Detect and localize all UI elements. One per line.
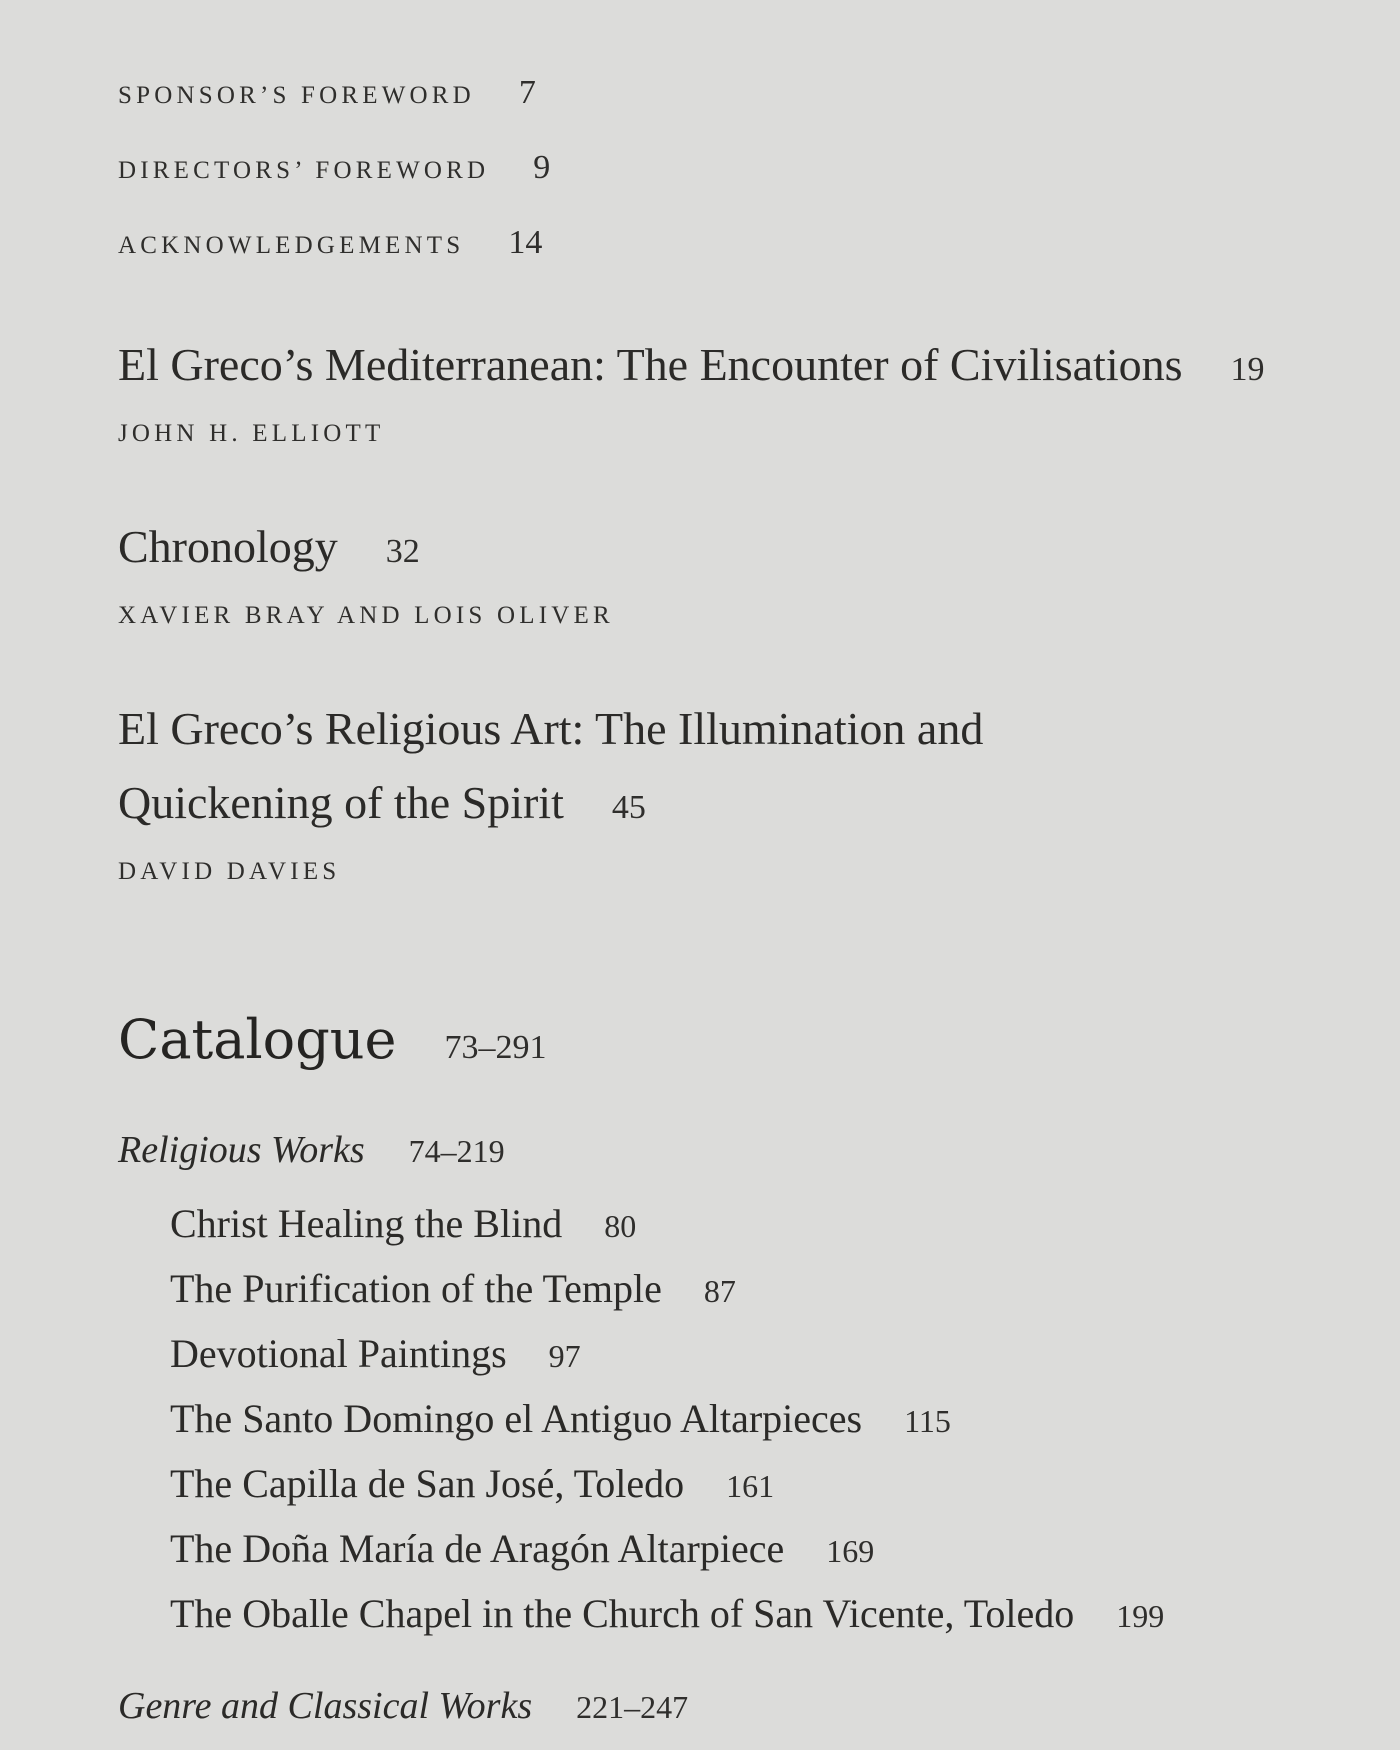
toc-entry-page: 7 xyxy=(518,74,536,111)
item-label: The Capilla de San José, Toledo xyxy=(170,1461,685,1506)
item-page: 169 xyxy=(826,1533,875,1569)
toc-section-religious-works[interactable] xyxy=(118,1128,505,1172)
toc-entry-label: SPONSOR’S FOREWORD xyxy=(118,82,475,109)
section-pages: 221–247 xyxy=(576,1689,689,1725)
item-label: The Purification of the Temple xyxy=(170,1266,662,1311)
toc-entry-directors-foreword[interactable] xyxy=(118,149,550,187)
item-label: The Oballe Chapel in the Church of San Vicente, Toledo xyxy=(170,1591,1075,1636)
item-page: 161 xyxy=(726,1468,775,1504)
essay-title: El Greco’s Mediterranean: The Encounter of Civilisations xyxy=(118,339,1183,390)
item-page: 97 xyxy=(548,1338,581,1374)
toc-entry-sponsors-foreword[interactable] xyxy=(118,74,536,112)
toc-entry-page: 9 xyxy=(533,149,551,186)
section-title: Religious Works xyxy=(118,1129,365,1171)
essay-page: 32 xyxy=(385,533,420,570)
toc-entry-page: 14 xyxy=(508,224,543,261)
essay-author: XAVIER BRAY AND LOIS OLIVER xyxy=(118,602,614,629)
section-title: Genre and Classical Works xyxy=(118,1685,533,1727)
toc-item[interactable] xyxy=(170,1200,636,1247)
item-page: 115 xyxy=(904,1403,951,1439)
toc-entry-label: DIRECTORS’ FOREWORD xyxy=(118,157,490,184)
item-label: The Doña María de Aragón Altarpiece xyxy=(170,1526,785,1571)
section-pages: 74–219 xyxy=(408,1133,505,1169)
toc-item[interactable] xyxy=(170,1590,1164,1637)
item-page: 80 xyxy=(604,1208,637,1244)
toc-entry-acknowledgements[interactable] xyxy=(118,224,542,262)
toc-catalogue[interactable] xyxy=(118,1008,547,1071)
toc-item[interactable] xyxy=(170,1395,951,1442)
toc-item[interactable] xyxy=(170,1460,774,1507)
toc-entry-label: ACKNOWLEDGEMENTS xyxy=(118,232,465,259)
essay-page: 19 xyxy=(1230,351,1265,388)
toc-item[interactable] xyxy=(170,1265,736,1312)
essay-title: Chronology xyxy=(118,521,338,572)
item-page: 199 xyxy=(1116,1598,1165,1634)
catalogue-title: Catalogue xyxy=(118,1008,397,1071)
essay-title-line1[interactable]: El Greco’s Religious Art: The Illumination and xyxy=(118,703,984,754)
toc-essay-chronology[interactable] xyxy=(118,520,420,573)
essay-author: JOHN H. ELLIOTT xyxy=(118,420,385,447)
essay-title-line2: Quickening of the Spirit xyxy=(118,777,564,828)
toc-section-genre-classical[interactable] xyxy=(118,1684,688,1728)
item-label: Christ Healing the Blind xyxy=(170,1201,563,1246)
item-label: The Santo Domingo el Antiguo Altarpieces xyxy=(170,1396,863,1441)
item-label: Devotional Paintings xyxy=(170,1331,507,1376)
essay-author: DAVID DAVIES xyxy=(118,858,341,885)
catalogue-pages: 73–291 xyxy=(444,1029,547,1066)
item-page: 87 xyxy=(703,1273,736,1309)
essay-page: 45 xyxy=(611,789,646,826)
toc-item[interactable] xyxy=(170,1525,874,1572)
toc-essay-religious-art[interactable] xyxy=(118,776,646,829)
toc-essay-mediterranean[interactable] xyxy=(118,338,1265,391)
table-of-contents xyxy=(118,0,1358,1750)
toc-item[interactable] xyxy=(170,1330,581,1377)
